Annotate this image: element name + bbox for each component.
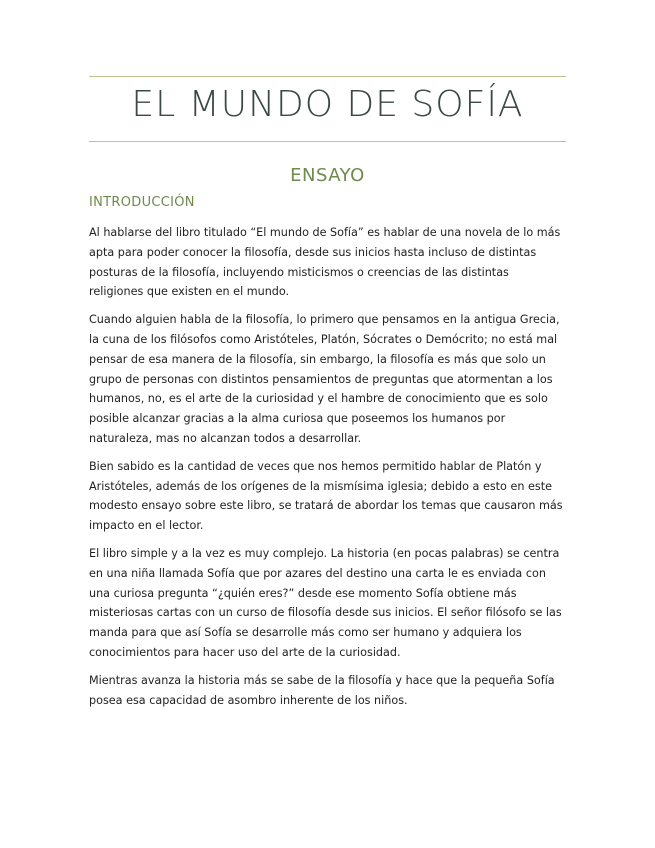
- title-bottom-rule: [89, 141, 566, 142]
- paragraph-2: Cuando alguien habla de la filosofía, lo primero que pensamos en la antigua Grecia, la cuna de los filósofos como Aristóteles, Platón, Sócrates o Demócrito; no está mal pensar de esa manera de la filosofía, sin embargo, la filosofía es más que solo un grupo de personas con distintos pensamientos de preguntas que atormentan a los humanos, no, es el arte de la curiosidad y el hambre de conocimiento que es solo posible alcanzar gracias a la alma curiosa que poseemos los humanos por naturaleza, mas no alcanzan todos a desarrollar.: [89, 313, 560, 445]
- paragraph-4: El libro simple y a la vez es muy complejo. La historia (en pocas palabras) se centra en una niña llamada Sofía que por azares del destino una carta le es enviada con una curiosa pregunta “¿quién eres?” desde ese momento Sofía obtiene más misteriosas cartas con un curso de filosofía desde sus inicios. El señor filósofo se las manda para que así Sofía se desarrolle más como ser humano y adquiera los conocimientos para hacer uso del arte de la curiosidad.: [89, 546, 562, 659]
- paragraph-5: Mientras avanza la historia más se sabe de la filosofía y hace que la pequeña Sofía posea esa capacidad de asombro inherente de los niños.: [89, 673, 555, 707]
- paragraph-1: Al hablarse del libro titulado “El mundo de Sofía” es hablar de una novela de lo más apta para poder conocer la filosofía, desde sus inicios hasta incluso de distintas posturas de la filosofía, incluyendo misticismos o creencias de las distintas religiones que existen en el mundo.: [89, 226, 561, 299]
- section-heading: INTRODUCCIÓN: [89, 195, 195, 210]
- document-subtitle: ENSAYO: [290, 165, 365, 186]
- paragraph-3: Bien sabido es la cantidad de veces que nos hemos permitido hablar de Platón y Aristóteles, además de los orígenes de la mismísima iglesia; debido a esto en este modesto ensayo sobre este libro, se tratará de abordar los temas que causaron más impacto en el lector.: [89, 459, 563, 533]
- body-text: [89, 223, 563, 718]
- title-top-rule: [89, 76, 566, 77]
- document-title: EL MUNDO DE SOFÍA: [131, 84, 524, 125]
